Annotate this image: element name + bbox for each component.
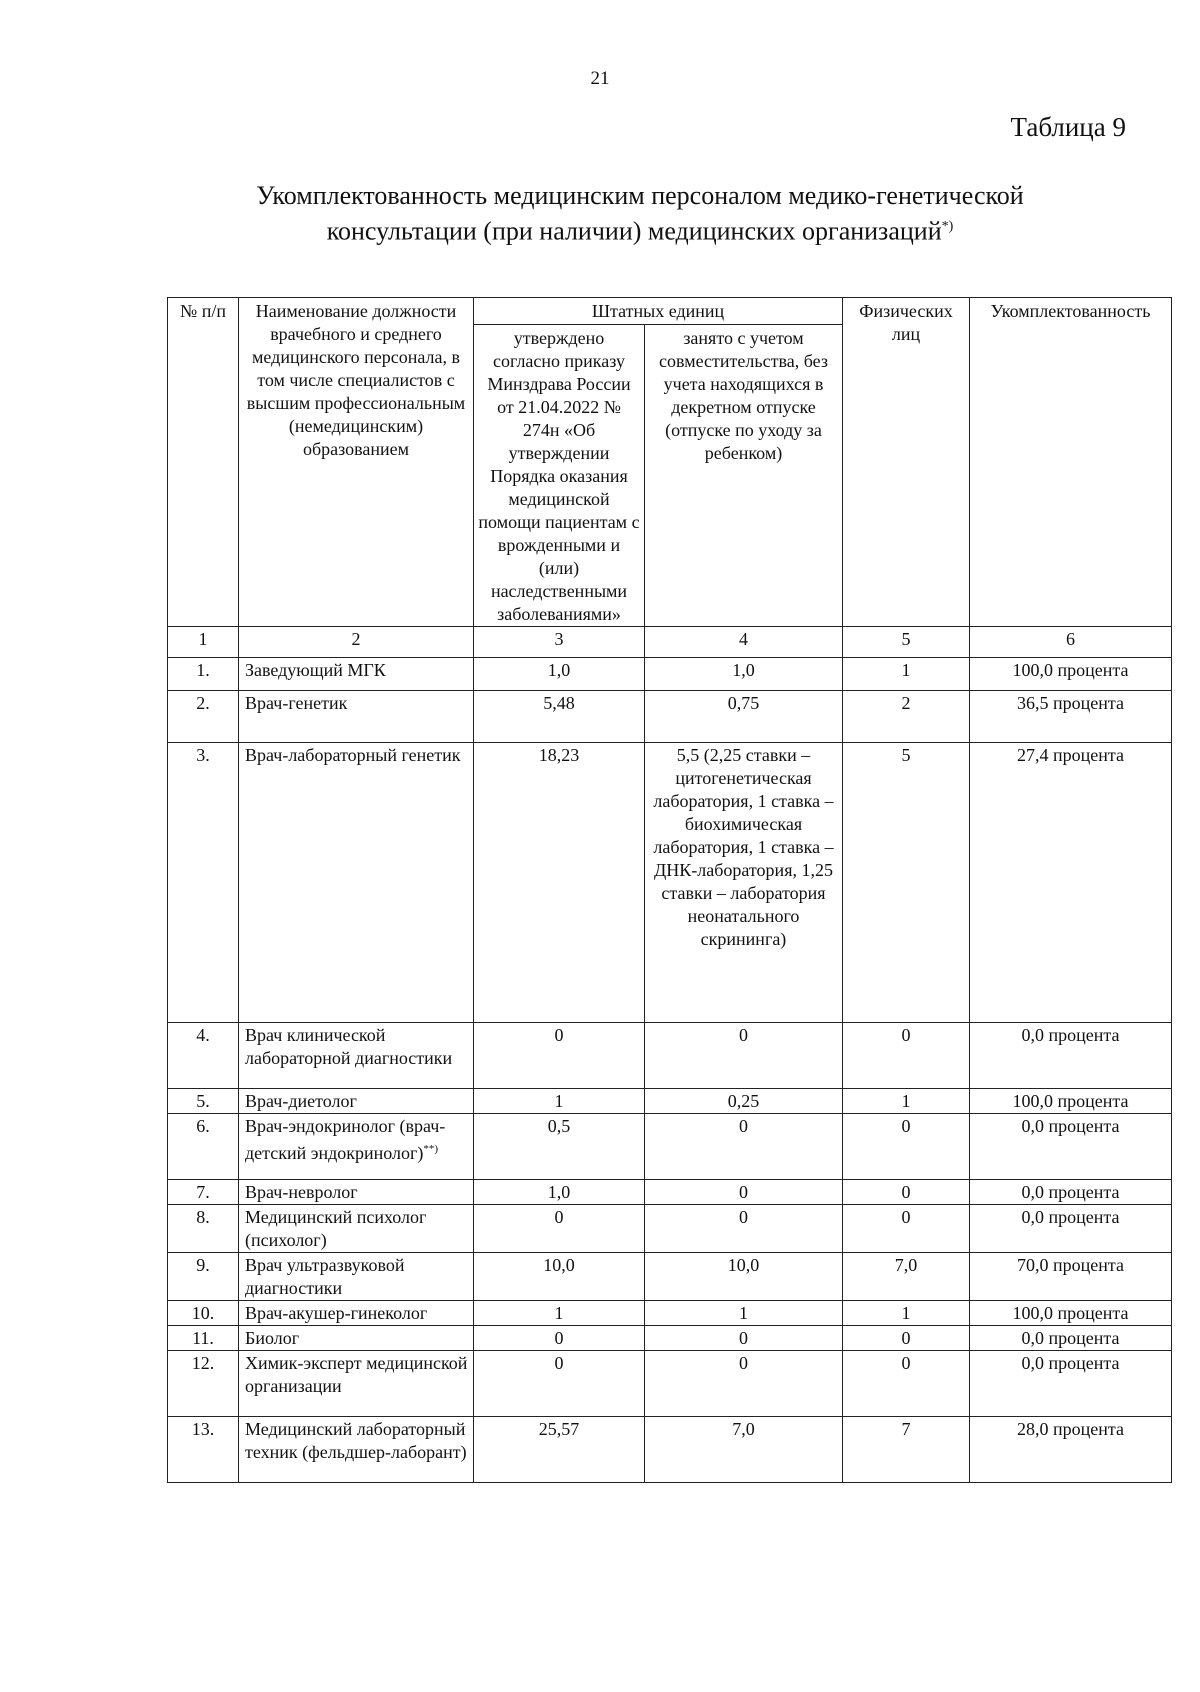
staffing-percent-text: 0,0 процента	[1021, 1353, 1120, 1373]
occupied-units	[645, 1301, 843, 1326]
staffing-percent	[970, 1089, 1172, 1114]
persons-count	[843, 1205, 970, 1253]
staffing-percent-text: 28,0 процента	[1017, 1419, 1124, 1439]
approved-units	[474, 658, 645, 691]
occupied-units-text: 0	[739, 1025, 748, 1045]
occupied-units-text: 0	[739, 1353, 748, 1373]
row-number	[168, 691, 239, 743]
persons-count-text: 7	[901, 1419, 911, 1439]
occupied-units	[645, 1180, 843, 1205]
approved-units-text: 5,48	[543, 693, 575, 713]
occupied-units-text: 0	[739, 1116, 748, 1136]
table-row	[168, 658, 1172, 691]
row-number-text: 11.	[192, 1328, 214, 1348]
approved-units	[474, 1301, 645, 1326]
row-number-text: 2.	[196, 693, 210, 713]
approved-units-text: 0	[554, 1328, 564, 1348]
occupied-units	[645, 1417, 843, 1483]
persons-count	[843, 1253, 970, 1301]
position-name-text: Медицинский лабораторный техник (фельдшер-лаборант)	[245, 1419, 467, 1462]
approved-units	[474, 1351, 645, 1417]
persons-count-text: 0	[901, 1353, 911, 1373]
header-staff-units: Штатных единиц	[474, 298, 843, 325]
table-row	[168, 1417, 1172, 1483]
row-number	[168, 743, 239, 1023]
header-staffing: Укомплектованность	[970, 298, 1172, 627]
row-number-text: 13.	[191, 1419, 215, 1439]
row-number	[168, 1351, 239, 1417]
position-name-text: Биолог	[245, 1328, 300, 1348]
row-number	[168, 1417, 239, 1483]
row-number	[168, 1023, 239, 1089]
position-name-text: Врач-эндокринолог (врач-детский эндокринолог)	[245, 1116, 446, 1163]
staffing-percent	[970, 1351, 1172, 1417]
position-name	[239, 1326, 474, 1351]
position-name-text: Заведующий МГК	[245, 660, 386, 680]
approved-units	[474, 743, 645, 1023]
approved-units	[474, 1205, 645, 1253]
row-number	[168, 1205, 239, 1253]
staffing-percent	[970, 658, 1172, 691]
table-row	[168, 691, 1172, 743]
occupied-units-text: 7,0	[732, 1419, 755, 1439]
approved-units	[474, 1253, 645, 1301]
staffing-percent	[970, 1417, 1172, 1483]
position-name	[239, 658, 474, 691]
approved-units	[474, 1023, 645, 1089]
occupied-units	[645, 1023, 843, 1089]
persons-count-text: 0	[901, 1328, 911, 1348]
persons-count	[843, 1114, 970, 1180]
occupied-units-text: 5,5 (2,25 ставки – цитогенетическая лаборатория, 1 ставка – биохимическая лаборатория, 1 ставка – ДНК-лаборатория, 1,25 ставки – лаборатория неонатального скрининга)	[653, 745, 834, 949]
occupied-units	[645, 1351, 843, 1417]
table-row	[168, 1180, 1172, 1205]
header-position-name: Наименование должности врачебного и среднего медицинского персонала, в том числе специалистов с высшим профессиональным (немедицинским) образованием	[239, 298, 474, 627]
column-number: 4	[645, 627, 843, 658]
staffing-percent	[970, 1205, 1172, 1253]
row-number	[168, 658, 239, 691]
occupied-units-text: 0	[739, 1328, 748, 1348]
staffing-percent-text: 0,0 процента	[1021, 1328, 1120, 1348]
position-name-text: Химик-эксперт медицинской организации	[245, 1353, 468, 1396]
occupied-units	[645, 1253, 843, 1301]
footnote-mark: **)	[423, 1143, 439, 1155]
approved-units	[474, 1326, 645, 1351]
occupied-units-text: 0	[739, 1207, 748, 1227]
staffing-percent-text: 0,0 процента	[1021, 1207, 1120, 1227]
column-number: 6	[970, 627, 1172, 658]
persons-count-text: 1	[901, 1091, 911, 1111]
persons-count-text: 1	[901, 1303, 911, 1323]
occupied-units	[645, 1326, 843, 1351]
approved-units-text: 10,0	[543, 1255, 575, 1275]
persons-count-text: 0	[901, 1207, 911, 1227]
occupied-units	[645, 743, 843, 1023]
position-name	[239, 1301, 474, 1326]
approved-units-text: 1,0	[547, 660, 571, 680]
approved-units	[474, 1180, 645, 1205]
title-line-1: Укомплектованность медицинским персоналом медико-генетической	[256, 181, 1024, 210]
staffing-percent-text: 100,0 процента	[1012, 1303, 1129, 1323]
table-row	[168, 1326, 1172, 1351]
position-name	[239, 1114, 474, 1180]
position-name	[239, 1180, 474, 1205]
persons-count-text: 0	[901, 1025, 911, 1045]
persons-count	[843, 1326, 970, 1351]
position-name-text: Врач-акушер-гинеколог	[245, 1303, 428, 1323]
staffing-percent-text: 0,0 процента	[1021, 1116, 1120, 1136]
persons-count	[843, 743, 970, 1023]
persons-count	[843, 1301, 970, 1326]
persons-count-text: 5	[901, 745, 911, 765]
occupied-units-text: 0	[739, 1182, 748, 1202]
staffing-percent-text: 0,0 процента	[1021, 1025, 1120, 1045]
occupied-units	[645, 1114, 843, 1180]
approved-units	[474, 1114, 645, 1180]
table-row	[168, 1089, 1172, 1114]
row-number-text: 9.	[196, 1255, 210, 1275]
column-number: 2	[239, 627, 474, 658]
approved-units-text: 0	[554, 1353, 564, 1373]
header-occupied: занято с учетом совместительства, без учета находящихся в декретном отпуске (отпуске по уходу за ребенком)	[645, 325, 843, 627]
row-number-text: 8.	[196, 1207, 210, 1227]
persons-count-text: 7,0	[894, 1255, 918, 1275]
approved-units-text: 1,0	[547, 1182, 571, 1202]
occupied-units-text: 0,25	[727, 1091, 760, 1111]
occupied-units-text: 1	[739, 1303, 748, 1323]
persons-count-text: 2	[901, 693, 911, 713]
approved-units	[474, 1089, 645, 1114]
staffing-percent	[970, 1326, 1172, 1351]
row-number	[168, 1089, 239, 1114]
position-name-text: Врач клинической лабораторной диагностики	[245, 1025, 453, 1068]
staffing-percent	[970, 1180, 1172, 1205]
staffing-percent	[970, 1301, 1172, 1326]
column-number: 5	[843, 627, 970, 658]
position-name	[239, 691, 474, 743]
occupied-units-text: 0,75	[727, 693, 760, 713]
row-number	[168, 1180, 239, 1205]
table-row	[168, 1114, 1172, 1180]
staffing-percent	[970, 743, 1172, 1023]
row-number	[168, 1326, 239, 1351]
approved-units-text: 18,23	[538, 745, 580, 765]
header-approved: утверждено согласно приказу Минздрава России от 21.04.2022 № 274н «Об утверждении Порядка оказания медицинской помощи пациентам с врожденными и (или) наследственными заболеваниями»	[474, 325, 645, 627]
position-name-text: Врач-генетик	[245, 693, 348, 713]
occupied-units-text: 1,0	[732, 660, 755, 680]
table-row	[168, 1205, 1172, 1253]
row-number-text: 4.	[196, 1025, 210, 1045]
occupied-units-text: 10,0	[727, 1255, 760, 1275]
position-name	[239, 1205, 474, 1253]
position-name	[239, 743, 474, 1023]
staffing-percent	[970, 1253, 1172, 1301]
persons-count-text: 0	[901, 1116, 911, 1136]
staffing-percent-text: 100,0 процента	[1012, 660, 1129, 680]
persons-count	[843, 658, 970, 691]
position-name	[239, 1089, 474, 1114]
approved-units	[474, 1417, 645, 1483]
row-number-text: 12.	[191, 1353, 215, 1373]
persons-count	[843, 1351, 970, 1417]
row-number-text: 1.	[196, 660, 210, 680]
row-number	[168, 1253, 239, 1301]
position-name-text: Врач ультразвуковой диагностики	[245, 1255, 405, 1298]
table-label: Таблица 9	[1010, 112, 1126, 142]
position-name-text: Медицинский психолог (психолог)	[245, 1207, 427, 1250]
staffing-percent-text: 100,0 процента	[1012, 1091, 1129, 1111]
approved-units	[474, 691, 645, 743]
position-name	[239, 1351, 474, 1417]
approved-units-text: 25,57	[538, 1419, 580, 1439]
table-row	[168, 1351, 1172, 1417]
occupied-units	[645, 691, 843, 743]
persons-count	[843, 691, 970, 743]
position-name-text: Врач-диетолог	[245, 1091, 357, 1111]
persons-count-text: 0	[901, 1182, 911, 1202]
occupied-units	[645, 658, 843, 691]
persons-count	[843, 1089, 970, 1114]
staffing-percent	[970, 1114, 1172, 1180]
staffing-percent-text: 36,5 процента	[1017, 693, 1124, 713]
column-number: 3	[474, 627, 645, 658]
table-row	[168, 1023, 1172, 1089]
staffing-percent-text: 0,0 процента	[1021, 1182, 1120, 1202]
persons-count	[843, 1023, 970, 1089]
row-number-text: 3.	[196, 745, 210, 765]
table-row	[168, 743, 1172, 1023]
approved-units-text: 0	[554, 1207, 564, 1227]
title-line-2-text: консультации (при наличии) медицинских организаций	[326, 216, 942, 246]
row-number	[168, 1114, 239, 1180]
header-num: № п/п	[168, 298, 239, 627]
position-name	[239, 1253, 474, 1301]
staffing-percent	[970, 691, 1172, 743]
approved-units-text: 1	[554, 1303, 564, 1323]
column-numbers-row	[168, 627, 1172, 658]
document-title	[160, 180, 1120, 247]
column-number: 1	[168, 627, 239, 658]
position-name-text: Врач-невролог	[245, 1182, 358, 1202]
row-number-text: 5.	[196, 1091, 210, 1111]
staffing-percent-text: 27,4 процента	[1017, 745, 1124, 765]
occupied-units	[645, 1205, 843, 1253]
title-footnote-mark: *)	[941, 219, 954, 234]
table-row	[168, 1301, 1172, 1326]
position-name	[239, 1023, 474, 1089]
staffing-percent	[970, 1023, 1172, 1089]
staffing-table	[167, 297, 1172, 1483]
approved-units-text: 0	[554, 1025, 564, 1045]
row-number	[168, 1301, 239, 1326]
staffing-percent-text: 70,0 процента	[1017, 1255, 1124, 1275]
row-number-text: 7.	[196, 1182, 210, 1202]
approved-units-text: 1	[554, 1091, 564, 1111]
row-number-text: 6.	[196, 1116, 210, 1136]
header-persons: Физических лиц	[843, 298, 970, 627]
table-row	[168, 1253, 1172, 1301]
position-name	[239, 1417, 474, 1483]
persons-count	[843, 1417, 970, 1483]
title-line-2	[160, 211, 1120, 247]
page-number: 21	[590, 68, 610, 89]
position-name-text: Врач-лабораторный генетик	[245, 745, 461, 765]
occupied-units	[645, 1089, 843, 1114]
row-number-text: 10.	[191, 1303, 215, 1323]
persons-count	[843, 1180, 970, 1205]
approved-units-text: 0,5	[547, 1116, 571, 1136]
persons-count-text: 1	[901, 660, 911, 680]
